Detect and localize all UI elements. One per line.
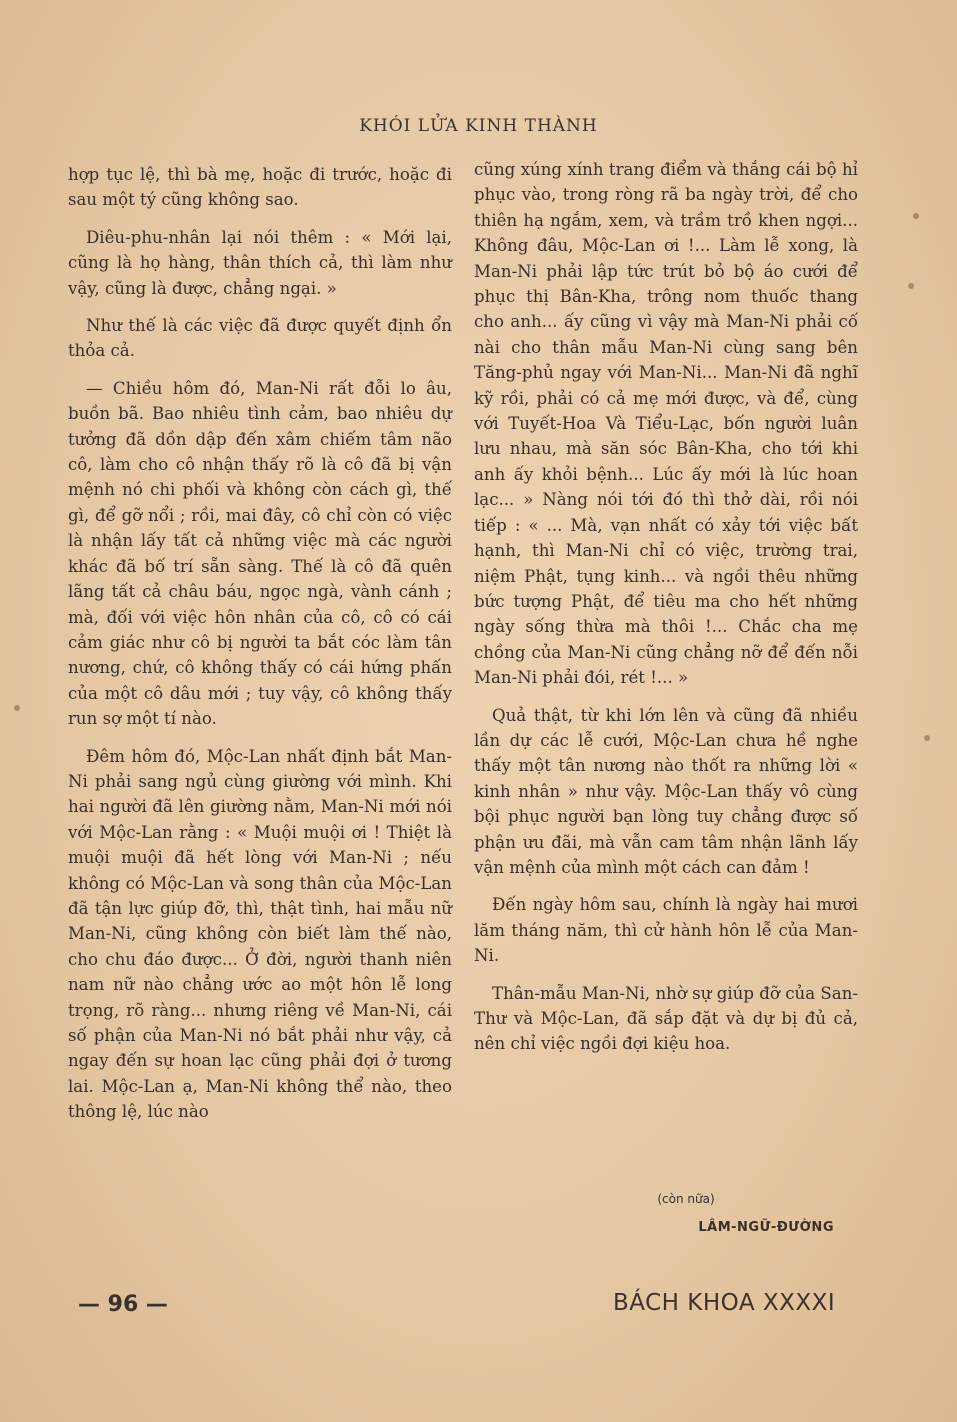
right-column-paragraph: Thân-mẫu Man-Ni, nhờ sự giúp đỡ của San-Thư và Mộc-Lan, đã sắp đặt và dự bị đủ cả, nên chỉ việc ngồi đợi kiệu hoa. [474,983,858,1054]
page-number: — 96 — [78,1292,168,1317]
paper-speck [14,705,20,711]
paper-speck [924,735,930,741]
left-column-paragraph: Đêm hôm đó, Mộc-Lan nhất định bắt Man-Ni phải sang ngủ cùng giường với mình. Khi hai người đã lên giường nằm, Man-Ni mới nói với Mộc-Lan rằng : « Muội muội ơi ! Thiệt là muội muội đã hết lòng với Man-Ni ; nếu không có Mộc-Lan và song thân của Mộc-Lan đã tận lực giúp đỡ, thì, thật tình, hai mẫu nữ Man-Ni, cũng không còn biết làm thế nào, cho chu đáo được... Ở đời, người thanh niên nam nữ nào chẳng ước ao một hôn lễ long trọng, rõ ràng... nhưng riêng về Man-Ni, cái số phận của Man-Ni nó bắt phải như vậy, cả ngay đến sự hoan lạc cũng phải đợi ở tương lai. Mộc-Lan ạ, Man-Ni không thể nào, theo thông lệ, lúc nào [68,746,452,1122]
author-name: LÂM-NGỮ-ĐƯỜNG [698,1220,834,1235]
left-column-paragraph: hợp tục lệ, thì bà mẹ, hoặc đi trước, hoặc đi sau một tý cũng không sao. [68,165,452,210]
magazine-title: BÁCH KHOA XXXXI [613,1290,836,1316]
right-column-paragraph: Quả thật, từ khi lớn lên và cũng đã nhiều lần dự các lễ cưới, Mộc-Lan chưa hề nghe thấy một tân nương nào thốt ra những lời « kinh nhân » như vậy. Mộc-Lan thấy vô cùng bội phục người bạn lòng tuy chẳng được số phận ưu đãi, mà vẫn cam tâm nhận lãnh lấy vận mệnh của mình một cách can đảm ! [474,705,858,877]
right-column-paragraph: cũng xúng xính trang điểm và thắng cái bộ hỉ phục vào, trong ròng rã ba ngày trời, để cho thiên hạ ngắm, xem, và trầm trồ khen ngợi... Không đâu, Mộc-Lan ơi !... Làm lễ xong, là Man-Ni phải lập tức trút bỏ bộ áo cưới để phục thị Bân-Kha, trông nom thuốc thang cho anh... ấy cũng vì vậy mà Man-Ni phải cố nài cho thân mẫu Man-Ni cùng sang bên Tăng-phủ ngay với Man-Ni... Man-Ni đã nghĩ kỹ rồi, phải có cả mẹ mới được, và để, cùng với Tuyết-Hoa Và Tiểu-Lạc, bốn người luân lưu nhau, mà săn sóc Bân-Kha, cho tới khi anh ấy khỏi bệnh... Lúc ấy mới là lúc hoan lạc... » Nàng nói tới đó thì thở dài, rồi nói tiếp : « ... Mà, vạn nhất có xảy tới việc bất hạnh, thì Man-Ni chỉ có việc, trường trai, niệm Phật, tụng kinh... và ngồi thêu những bức tượng Phật, để tiêu ma cho hết những ngày sống thừa mà thôi !... Chắc cha mẹ chồng của Man-Ni cũng chẳng nỡ để đến nỗi Man-Ni phải đói, rét !... » [474,160,858,688]
right-column [474,157,858,1069]
to-be-continued: (còn nữa) [657,1192,715,1206]
left-column-paragraph: — Chiều hôm đó, Man-Ni rất đỗi lo âu, buồn bã. Bao nhiêu tình cảm, bao nhiêu dự tưởng đã dồn dập đến xâm chiếm tâm não cô, làm cho cô nhận thấy rõ là cô đã bị vận mệnh nó chi phối và không còn cách gì, thế gì, để gỡ nổi ; rồi, mai đây, cô chỉ còn có việc là nhận lấy tất cả những việc mà các người khác đã bố trí sẵn sàng. Thế là cô đã quên lãng tất cả châu báu, ngọc ngà, vành cánh ; mà, đối với việc hôn nhân của cô, cô có cái cảm giác như cô bị người ta bắt cóc làm tân nương, chứ, cô không thấy có cái hứng phấn của một cô dâu mới ; tuy vậy, cô không thấy run sợ một tí nào. [68,378,452,729]
left-column-paragraph: Diêu-phu-nhân lại nói thêm : « Mới lại, cũng là họ hàng, thân thích cả, thì làm như vậy, cũng là được, chẳng ngại. » [68,227,452,298]
right-column-paragraph: Đến ngày hôm sau, chính là ngày hai mươi lăm tháng năm, thì cử hành hôn lễ của Man-Ni. [474,895,858,966]
signoff [474,1192,858,1235]
left-column [68,162,452,1137]
running-title: KHÓI LỬA KINH THÀNH [359,116,598,136]
paper-speck [913,213,919,219]
left-column-paragraph: Như thế là các việc đã được quyết định ổn thỏa cả. [68,316,452,361]
paper-speck [908,283,914,289]
